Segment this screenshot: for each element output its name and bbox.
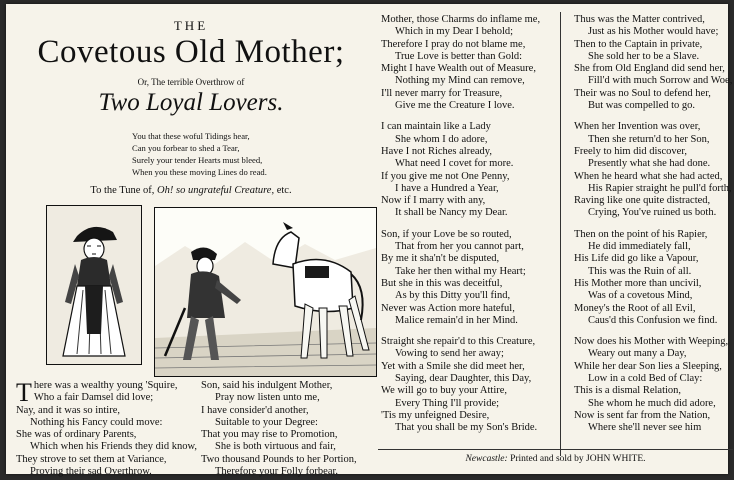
verse-line: Thus was the Matter contrived, (574, 14, 705, 25)
secondary-title: Two Loyal Lovers. (98, 89, 284, 116)
verse-line: Which in my Dear I behold; (395, 26, 514, 38)
verse-line: Fill'd with much Sorrow and Woe, (588, 75, 733, 87)
verse-line: There was a wealthy young 'Squire, (16, 378, 178, 407)
verse-line: Money's the Root of all Evil, (574, 302, 696, 314)
verse-line: Weary out many a Day, (588, 348, 687, 360)
verse-line: That you may rise to Promotion, (201, 429, 338, 441)
verse-line: If you give me not One Penny, (381, 170, 510, 182)
verse-line: While her dear Son lies a Sleeping, (574, 360, 722, 372)
verse-line: Never was Action more hateful, (381, 302, 515, 314)
verse-line: She whom he much did adore, (588, 397, 716, 409)
stanza-gap (574, 220, 732, 229)
verse-line: I can maintain like a Lady (381, 121, 491, 133)
verse-line: What need I covet for more. (395, 158, 514, 170)
verse-line: His Life did go like a Vapour, (574, 253, 699, 265)
column-divider (560, 12, 561, 456)
verse-line: Where she'll never see him (588, 422, 702, 434)
page-title: Covetous Old Mother; (37, 34, 345, 70)
tune-suffix: etc. (276, 185, 292, 196)
woman-figure-icon (47, 206, 141, 364)
verse-line: Then to the Captain in private, (574, 38, 703, 50)
verse-line: Crying, You've ruined us both. (588, 207, 717, 219)
verse-line: I have consider'd another, (201, 404, 309, 416)
verse-line: Saying, dear Daughter, this Day, (395, 373, 532, 385)
intro-line: You that these woful Tidings hear, (132, 131, 250, 141)
verse-line: Now if I marry with any, (381, 195, 486, 207)
intro-verse (132, 130, 372, 178)
subtitle: Or, The terrible Overthrow of (137, 77, 245, 87)
verse-line: Therefore I pray do not blame me, (381, 38, 526, 50)
title-article: THE (173, 18, 209, 33)
verse-column-2 (201, 380, 357, 478)
tune-name: Oh! so ungrateful Creature, (157, 185, 275, 196)
stanza-gap (381, 327, 540, 336)
verse-line: True Love is better than Gold: (395, 50, 523, 62)
stanza-gap (574, 112, 732, 121)
imprint-text: Printed and sold by JOHN WHITE. (510, 454, 646, 464)
verse-line: Straight she repair'd to this Creature, (381, 336, 536, 348)
verse-line: Presently what she had done. (588, 158, 711, 170)
verse-line: 'Tis my unfeigned Desire, (381, 409, 490, 421)
verse-line: Therefore your Folly forbear. (215, 466, 339, 478)
verse-line: By me it sha'n't be disputed, (381, 253, 500, 265)
verse-line: Then on the point of his Rapier, (574, 228, 708, 240)
man-and-horse-icon (155, 208, 376, 376)
verse-line: Mother, those Charms do inflame me, (381, 14, 541, 25)
verse-line: She was of ordinary Parents, (16, 429, 137, 441)
verse-line: His Rapier straight he pull'd forth, (588, 182, 732, 194)
verse-line: His Mother more than uncivil, (574, 277, 702, 289)
verse-line: Have I not Riches already, (381, 145, 492, 157)
verse-line: Proving their sad Overthrow. (30, 466, 152, 478)
verse-line: Take her then withal my Heart; (395, 265, 526, 277)
tune-line (6, 185, 376, 196)
verse-line: Just as his Mother would have; (588, 26, 719, 38)
verse-line: I'll never marry for Treasure, (381, 87, 503, 99)
verse-line: She from Old England did send her, (574, 63, 725, 75)
verse-line: But was compelled to go. (588, 100, 696, 112)
stanza-gap (381, 220, 540, 229)
verse-line: It shall be Nancy my Dear. (395, 207, 508, 219)
verse-line: Nay, and it was so intire, (16, 404, 121, 416)
verse-line: He did immediately fall, (588, 241, 691, 253)
verse-line: Vowing to send her away; (395, 348, 504, 360)
verse-line: She is both virtuous and fair, (215, 441, 336, 453)
intro-line: When you these moving Lines do read. (132, 167, 267, 177)
verse-line: Caus'd this Confusion we find. (588, 314, 718, 326)
verse-line: This was the Ruin of all. (588, 265, 692, 277)
verse-line: Yet with a Smile she did meet her, (381, 360, 525, 372)
verse-line: Suitable to your Degree: (215, 416, 318, 428)
verse-line: Pray now listen unto me, (215, 392, 320, 404)
verse-line: She whom I do adore, (395, 133, 488, 145)
verse-line: Give me the Creature I love. (395, 100, 515, 112)
woodcut-woman-image (46, 205, 142, 365)
verse-line: Might I have Wealth out of Measure, (381, 63, 536, 75)
verse-line: Malice remain'd in her Mind. (395, 314, 518, 326)
verse-line: Every Thing I'll provide; (395, 397, 500, 409)
verse-line: Nothing my Mind can remove, (395, 75, 525, 87)
verse-line: Son, said his indulgent Mother, (201, 380, 333, 391)
verse-line: As by this Ditty you'll find, (395, 290, 511, 302)
verse-line: This is a dismal Relation, (574, 385, 682, 397)
verse-line: Now is sent far from the Nation, (574, 409, 711, 421)
drop-cap: T (16, 378, 32, 407)
verse-line: That from her you cannot part, (395, 241, 524, 253)
verse-column-4 (574, 14, 732, 435)
verse-line: Low in a cold Bed of Clay: (588, 373, 703, 385)
verse-line: I have a Hundred a Year, (395, 182, 499, 194)
verse-line: That you shall be my Son's Bride. (395, 422, 538, 434)
verse-line: Then she return'd to her Son, (588, 133, 710, 145)
verse-line: Son, if your Love be so routed, (381, 228, 512, 240)
intro-line: Surely your tender Hearts must bleed, (132, 155, 263, 165)
verse-line: We will go to buy your Attire, (381, 385, 508, 397)
verse-line: When he heard what she had acted, (574, 170, 723, 182)
verse-line: Raving like one quite distracted, (574, 195, 711, 207)
verse-line: Freely to him did discover, (574, 145, 688, 157)
verse-line: She sold her to be a Slave. (588, 50, 700, 62)
imprint-rule (378, 449, 733, 450)
verse-line: Who a fair Damsel did love; (33, 392, 154, 404)
imprint-place: Newcastle: (465, 454, 508, 464)
woodcut-man-horse-image (154, 207, 377, 377)
stanza-gap (381, 112, 540, 121)
verse-line: They strove to set them at Variance, (16, 453, 167, 465)
verse-line: Now does his Mother with Weeping, (574, 336, 729, 348)
verse-line: But she in this was deceitful, (381, 277, 503, 289)
verse-line: Their was no Soul to defend her, (574, 87, 711, 99)
verse-line: Which when his Friends they did know, (30, 441, 198, 453)
stanza-gap (574, 327, 732, 336)
broadside-sheet (6, 4, 733, 478)
tune-prefix: To the Tune of, (90, 185, 155, 196)
verse-line: Two thousand Pounds to her Portion, (201, 453, 357, 465)
intro-line: Can you forbear to shed a Tear, (132, 143, 240, 153)
imprint (378, 454, 733, 464)
verse-line: When her Invention was over, (574, 121, 701, 133)
verse-column-1 (16, 380, 197, 478)
verse-line: Nothing his Fancy could move: (30, 416, 163, 428)
verse-column-3 (381, 14, 540, 435)
verse-line: Was of a covetous Mind, (588, 290, 693, 302)
